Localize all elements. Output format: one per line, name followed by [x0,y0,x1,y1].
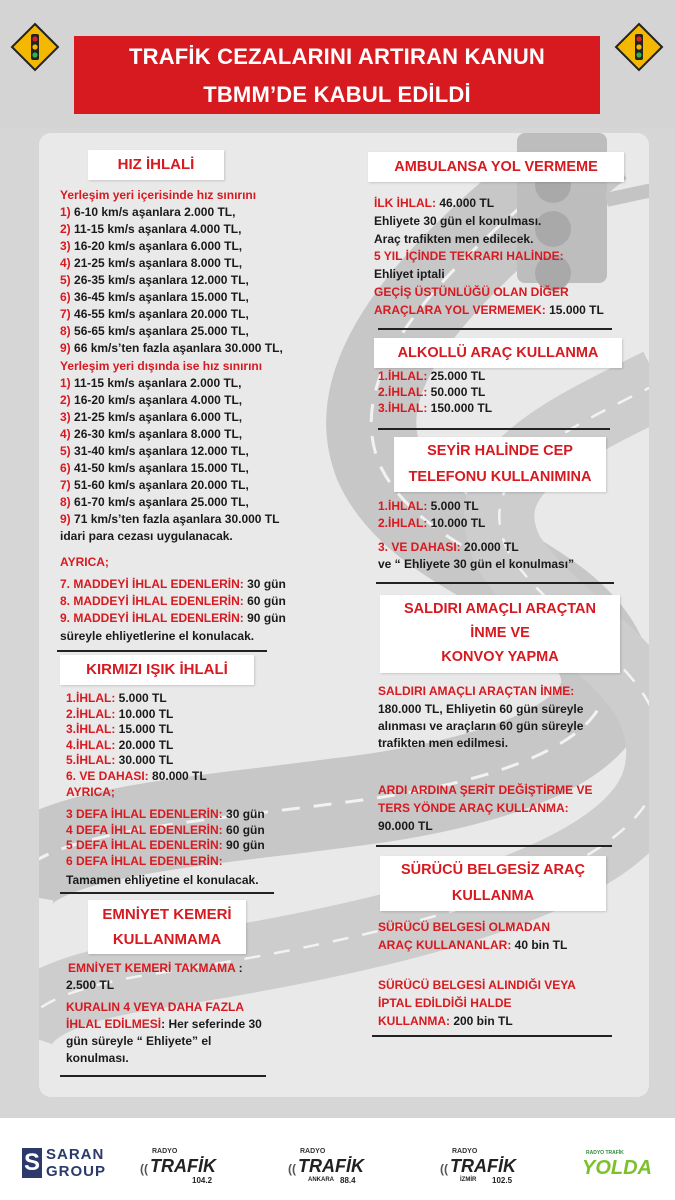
divider [376,845,612,847]
telefon-item [378,498,479,515]
hiz-outside-item-label: 4) [60,427,71,441]
saldiri-header-line-2: İNME VE [470,625,530,641]
ambulans-line-7 [374,302,604,319]
hiz-outside-item [60,511,279,528]
hiz-inside-item-label: 4) [60,256,71,270]
hiz-outside-item-value: 71 km/s’ten fazla aşanlara 30.000 TL [74,512,280,526]
emniyet-line-1 [68,960,243,977]
city-text: İZMİR [460,1177,477,1183]
hiz-inside-item [60,323,249,340]
ambulans-gecis-value: 15.000 TL [545,303,604,317]
emniyet-colon: : [235,961,243,975]
kirmizi-item-value: 15.000 TL [115,722,174,736]
hiz-outside-item [60,392,242,409]
ambulans-header-text: AMBULANSA YOL VERMEME [394,159,598,175]
divider [378,328,612,330]
saldiri-header-line-3: KONVOY YAPMA [441,649,559,665]
section-header-emniyet-kemeri [88,900,246,954]
ambulans-line-4: 5 YIL İÇİNDE TEKRARI HALİNDE: [374,249,564,263]
saldiri-line-3: alınması ve araçların 60 gün süreyle [378,719,584,733]
hiz-madde-item-label: 9. MADDEYİ İHLAL EDENLERİN: [60,611,244,625]
hiz-madde-item-label: 7. MADDEYİ İHLAL EDENLERİN: [60,577,244,591]
hiz-outside-item-label: 2) [60,393,71,407]
kirmizi-defa-item-value: 60 gün [222,822,265,837]
hiz-inside-item-label: 9) [60,341,71,355]
alkol-item-label: 1.İHLAL: [378,369,428,383]
alkol-item-label: 3.İHLAL: [378,401,428,415]
kirmizi-item-label: 1.İHLAL: [66,691,116,705]
ambulans-line-6: GEÇİŞ ÜSTÜNLÜĞÜ OLAN DİĞER [374,285,569,299]
divider [60,892,274,894]
saldiri-line-5: ARDI ARDINA ŞERİT DEĞİŞTİRME VE [378,783,593,797]
emniyet-line-5: gün süreyle “ Ehliyete” el [66,1034,212,1048]
section-header-surucu-belgesiz [380,856,606,911]
hiz-madde-item-value: 90 gün [243,611,286,625]
telefon-item-value: 10.000 TL [427,516,486,530]
hiz-outside-title: Yerleşim yeri dışında ise hız sınırını [60,359,263,373]
hiz-outside-item-value: 41-50 km/s aşanlara 15.000 TL, [74,461,249,475]
telefon-line-4: ve “ Ehliyete 30 gün el konulması” [378,557,575,571]
saldiri-line-2: 180.000 TL, Ehliyetin 60 gün süreyle [378,702,584,716]
kirmizi-defa-item-value: 30 gün [222,807,265,821]
title-line-1: TRAFİK CEZALARINI ARTIRAN KANUN [128,44,545,69]
hiz-header-text: HIZ İHLALİ [117,156,195,173]
kirmizi-item [66,737,173,754]
telefon-line-3 [378,539,519,556]
hiz-outside-item-value: 31-40 km/s aşanlara 12.000 TL, [74,444,249,458]
telefon-item-label: 1.İHLAL: [378,499,428,513]
surucu-olmadan-value: 40 bin TL [511,938,568,952]
hiz-inside-item [60,340,283,357]
kirmizi-defa-item [66,853,223,870]
telefon-item-value: 5.000 TL [427,499,479,513]
saldiri-header-line-1: SALDIRI AMAÇLI ARAÇTAN [404,601,596,617]
hiz-outside-item-label: 9) [60,512,71,526]
kirmizi-defa-item-label: 6 DEFA İHLAL EDENLERİN: [66,853,223,868]
hiz-outside-item [60,375,241,392]
ambulans-gecis-label: ARAÇLARA YOL VERMEMEK: [374,303,546,317]
frequency-text: 88.4 [340,1176,356,1185]
kirmizi-item-value: 10.000 TL [115,706,174,721]
ambulans-line-5: Ehliyet iptali [374,267,445,281]
radyo-text: RADYO [300,1148,326,1155]
hiz-inside-item-label: 5) [60,273,71,287]
kirmizi-item-label: 3.İHLAL: [66,722,116,736]
divider [378,428,610,430]
hiz-outside-item-value: 61-70 km/s aşanlara 25.000 TL, [74,495,249,509]
frequency-text: 104.2 [192,1176,213,1185]
kirmizi-item [66,752,173,769]
hiz-inside-item-value: 46-55 km/s aşanlara 20.000 TL, [74,307,249,321]
hiz-outside-item-value: 16-20 km/s aşanlara 4.000 TL, [74,393,243,407]
saldiri-line-4: trafikten men edilmesi. [378,736,509,750]
hiz-madde-item [60,610,286,627]
section-header-hiz-ihlali [88,150,224,180]
hiz-inside-item-value: 56-65 km/s aşanlara 25.000 TL, [74,324,249,338]
hiz-inside-item [60,272,249,289]
hiz-inside-item-label: 8) [60,324,71,338]
ambulans-ilk-label: İLK İHLAL: [374,196,436,210]
emniyet-line-4 [66,1016,262,1033]
kirmizi-tail: Tamamen ehliyetine el konulacak. [66,873,259,887]
emniyet-line-6: konulması. [66,1051,129,1065]
hiz-inside-item-label: 2) [60,222,71,236]
alkol-item [378,400,492,417]
divider [60,1075,266,1077]
kirmizi-defa-item [66,806,265,823]
hiz-inside-item-value: 6-10 km/s aşanlara 2.000 TL, [74,205,236,219]
saran-group-logo [22,1146,132,1182]
kirmizi-item-value: 30.000 TL [115,753,174,767]
hiz-outside-item [60,443,249,460]
kirmizi-ayrica: AYRICA; [66,785,115,799]
hiz-inside-item [60,221,241,238]
alkol-header-text: ALKOLLÜ ARAÇ KULLANMA [397,345,599,361]
group-text: GROUP [46,1163,107,1180]
trafik-text: TRAFİK [150,1156,216,1176]
kirmizi-item [66,706,173,723]
hiz-outside-item-label: 6) [60,461,71,475]
hiz-outside-item [60,426,242,443]
saldiri-line-1: SALDIRI AMAÇLI ARAÇTAN İNME: [378,684,575,698]
hiz-inside-item-label: 1) [60,205,71,219]
ambulans-line-1 [374,195,494,212]
hiz-outside-item-value: 51-60 km/s aşanlara 20.000 TL, [74,478,249,492]
hiz-inside-item [60,255,242,272]
emniyet-line-3: KURALIN 4 VEYA DAHA FAZLA [66,1000,245,1014]
divider [376,582,614,584]
radio-wave-icon: (( [140,1162,148,1176]
ambulans-line-2: Ehliyete 30 gün el konulması. [374,214,542,228]
hiz-ayrica: AYRICA; [60,555,109,569]
telefon-header-line-2: TELEFONU KULLANIMINA [408,469,592,485]
kirmizi-item-label: 6. VE DAHASI: [66,768,149,783]
telefon-dahasi-label: 3. VE DAHASI: [378,540,461,554]
hiz-inside-title: Yerleşim yeri içerisinde hız sınırını [60,188,257,202]
radio-wave-icon: (( [288,1162,296,1176]
surucu-line-3: SÜRÜCÜ BELGESİ ALINDIĞI VEYA [378,978,576,992]
emniyet-header-line-1: EMNİYET KEMERİ [102,906,232,923]
hiz-outside-item-value: 21-25 km/s aşanlara 6.000 TL, [74,410,243,424]
frequency-text: 102.5 [492,1176,513,1185]
page-title [74,36,600,114]
kirmizi-item-label: 5.İHLAL: [66,753,116,767]
hiz-outside-item-label: 8) [60,495,71,509]
saldiri-line-6: TERS YÖNDE ARAÇ KULLANMA: [378,801,569,815]
emniyet-label: EMNİYET KEMERİ TAKMAMA [68,961,236,975]
saran-text: SARAN [46,1146,105,1163]
saran-s-icon: S [23,1149,40,1176]
divider [372,1035,612,1037]
emniyet-line-2: 2.500 TL [66,978,115,992]
traffic-light-sign-icon [614,22,664,72]
section-header-kirmizi-isik [60,655,254,685]
radio-wave-icon: (( [440,1162,448,1176]
hiz-inside-item-value: 11-15 km/s aşanlara 4.000 TL, [74,222,242,236]
yolda-text: YOLDA [582,1157,652,1179]
yolda-small-text: RADYO TRAFİK [586,1150,624,1156]
hiz-madde-item-value: 60 gün [243,594,286,608]
alkol-item-label: 2.İHLAL: [378,385,428,399]
surucu-line-2 [378,937,567,954]
section-header-ambulans [368,152,624,182]
trafik-text: TRAFİK [298,1156,364,1176]
alkol-item-value: 50.000 TL [427,385,486,399]
kirmizi-defa-item [66,837,265,854]
ambulans-line-3: Araç trafikten men edilecek. [374,232,534,246]
kirmizi-item-label: 2.İHLAL: [66,706,116,721]
radyo-trafik-logo-izmir [440,1148,520,1188]
kirmizi-item [66,721,173,738]
section-header-telefon [394,437,606,492]
surucu-line-1: SÜRÜCÜ BELGESİ OLMADAN [378,920,551,934]
radyo-trafik-logo-ankara [288,1148,368,1188]
hiz-outside-item-label: 1) [60,376,71,390]
hiz-outside-item-label: 7) [60,478,71,492]
hiz-outside-item-label: 5) [60,444,71,458]
hiz-outside-item [60,460,249,477]
kirmizi-item-value: 5.000 TL [115,691,167,705]
surucu-olmadan-label: ARAÇ KULLANANLAR: [378,938,512,952]
hiz-madde-item-label: 8. MADDEYİ İHLAL EDENLERİN: [60,594,244,608]
telefon-dahasi-value: 20.000 TL [460,540,519,554]
emniyet-ihlal-label: İHLAL EDİLMESİ [66,1017,162,1031]
hiz-inside-item [60,238,242,255]
yolda-logo [582,1150,662,1186]
hiz-inside-item-value: 66 km/s’ten fazla aşanlara 30.000 TL, [74,341,283,355]
hiz-outside-item [60,494,249,511]
title-line-2: TBMM’DE KABUL EDİLDİ [203,82,471,107]
hiz-inside-item-value: 16-20 km/s aşanlara 6.000 TL, [74,239,243,253]
hiz-inside-item [60,306,249,323]
ambulans-ilk-value: 46.000 TL [436,196,495,210]
hiz-madde-tail: süreyle ehliyetlerine el konulacak. [60,629,255,643]
surucu-iptal-value: 200 bin TL [449,1014,513,1028]
kirmizi-item [66,690,167,707]
hiz-inside-item-value: 26-35 km/s aşanlara 12.000 TL, [74,273,249,287]
section-header-saldiri [380,595,620,673]
surucu-line-5 [378,1013,513,1030]
hiz-outside-item [60,409,242,426]
kirmizi-item [66,768,207,785]
footer-logos [0,1118,675,1200]
kirmizi-item-value: 20.000 TL [115,737,174,752]
surucu-header-line-1: SÜRÜCÜ BELGESİZ ARAÇ [401,862,585,878]
hiz-outside-item [60,477,249,494]
hiz-inside-item-label: 3) [60,239,71,253]
hiz-madde-item-value: 30 gün [243,577,286,591]
alkol-item [378,368,485,385]
kirmizi-item-label: 4.İHLAL: [66,737,116,752]
telefon-header-line-1: SEYİR HALİNDE CEP [427,443,573,459]
hiz-outside-item-value: 11-15 km/s aşanlara 2.000 TL, [74,376,242,390]
hiz-outside-tail: idari para cezası uygulanacak. [60,529,233,543]
emniyet-header-line-2: KULLANMAMA [112,931,222,948]
hiz-inside-item-label: 7) [60,307,71,321]
hiz-outside-item-value: 26-30 km/s aşanlara 8.000 TL, [74,427,243,441]
alkol-item-value: 150.000 TL [427,401,493,415]
surucu-iptal-label: KULLANMA: [378,1014,450,1028]
radyo-text: RADYO [452,1148,478,1155]
hiz-madde-item [60,576,286,593]
alkol-item [378,384,485,401]
divider [57,650,267,652]
kirmizi-defa-item [66,822,265,839]
surucu-line-4: İPTAL EDİLDİĞİ HALDE [378,996,512,1010]
section-header-alkollu [374,338,622,368]
radyo-text: RADYO [152,1148,178,1155]
hiz-inside-item [60,204,235,221]
trafik-text: TRAFİK [450,1156,516,1176]
hiz-inside-item-value: 21-25 km/s aşanlara 8.000 TL, [74,256,243,270]
hiz-outside-item-label: 3) [60,410,71,424]
kirmizi-item-value: 80.000 TL [148,768,207,783]
hiz-madde-item [60,593,286,610]
kirmizi-defa-item-label: 4 DEFA İHLAL EDENLERİN: [66,822,223,837]
kirmizi-header-text: KIRMIZI IŞIK İHLALİ [86,661,228,678]
hiz-inside-item-value: 36-45 km/s aşanlara 15.000 TL, [74,290,249,304]
saldiri-line-7: 90.000 TL [378,819,433,833]
telefon-item-label: 2.İHLAL: [378,516,428,530]
hiz-inside-item [60,289,249,306]
emniyet-ihlal-value: : Her seferinde 30 [161,1017,262,1031]
radyo-trafik-logo-1 [140,1148,220,1188]
alkol-item-value: 25.000 TL [427,369,486,383]
traffic-light-sign-icon [10,22,60,72]
kirmizi-defa-item-label: 3 DEFA İHLAL EDENLERİN: [66,807,223,821]
surucu-header-line-2: KULLANMA [451,888,535,904]
kirmizi-defa-item-value: 90 gün [222,838,265,852]
telefon-item [378,515,485,532]
city-text: ANKARA [308,1177,334,1183]
hiz-inside-item-label: 6) [60,290,71,304]
kirmizi-defa-item-label: 5 DEFA İHLAL EDENLERİN: [66,838,223,852]
